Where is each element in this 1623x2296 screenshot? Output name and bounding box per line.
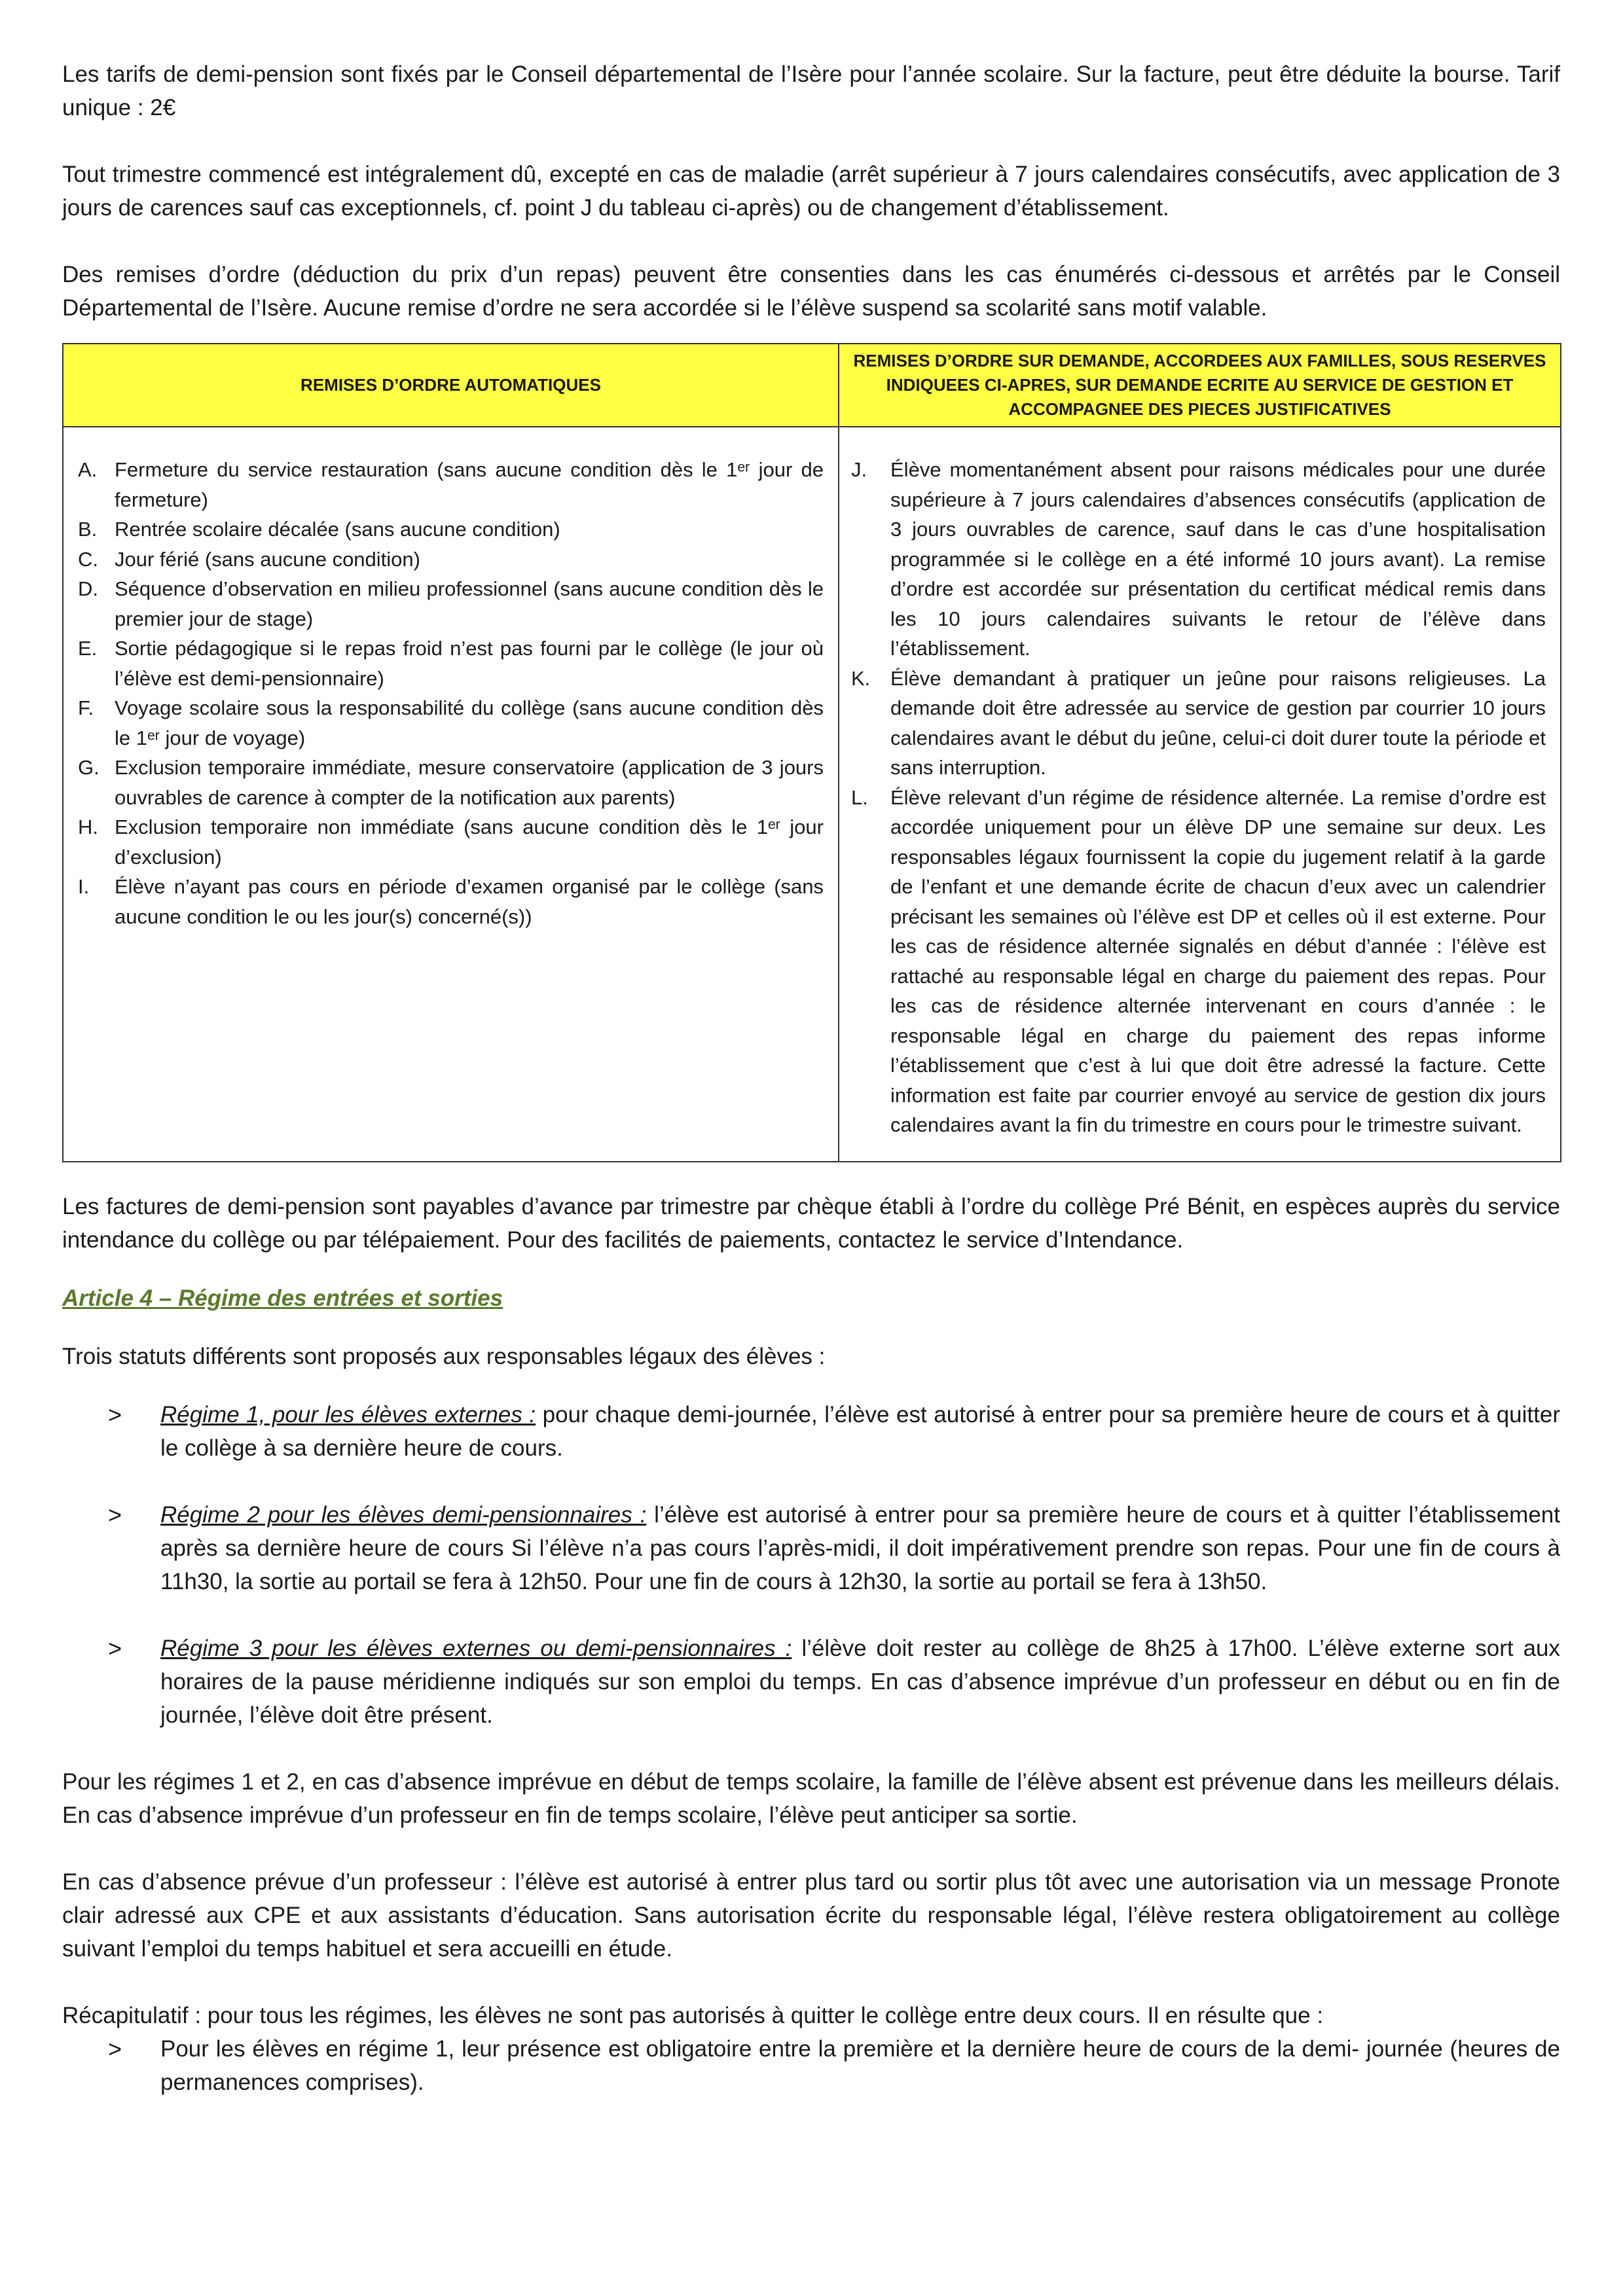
- header-remises-automatiques: REMISES D’ORDRE AUTOMATIQUES: [63, 344, 839, 427]
- item-text: Élève n’ayant pas cours en période d’examen organisé par le collège (sans aucune condition le ou les jour(s) concerné(s)): [115, 875, 824, 928]
- document-page: [62, 58, 1560, 2099]
- absence-prevue-paragraph: En cas d’absence prévue d’un professeur : l’élève est autorisé à entrer plus tard ou sortir plus tôt avec une autorisation via un message Pronote clair adressé aux CPE et aux assistants d’éducation. Sans autorisation écrite du responsable légal, l’élève restera obligatoirement au collège suivant l’emploi du temps habituel et sera accueilli en étude.: [62, 1869, 1560, 1962]
- auto-item-g: [75, 753, 824, 812]
- demande-item-l: [851, 783, 1546, 1140]
- item-letter: D.: [78, 577, 98, 600]
- remises-sur-demande-cell: [839, 427, 1561, 1162]
- remises-table: [62, 343, 1561, 1162]
- item-text: Fermeture du service restauration (sans aucune condition dès le 1ᵉʳ jour de fermeture): [115, 458, 824, 511]
- item-text: Exclusion temporaire non immédiate (sans aucune condition dès le 1ᵉʳ jour d’exclusion): [115, 816, 824, 869]
- item-letter: C.: [78, 547, 98, 571]
- arrow-bullet-icon: >: [108, 1501, 122, 1528]
- auto-item-e: [75, 634, 824, 693]
- regime-1-label: Régime 1, pour les élèves externes :: [160, 1401, 536, 1427]
- auto-item-h: [75, 812, 824, 872]
- item-letter: F.: [78, 696, 94, 719]
- auto-item-i: [75, 872, 824, 931]
- recap-item: [108, 2032, 1560, 2099]
- item-text: Élève demandant à pratiquer un jeûne pour raisons religieuses. La demande doit être adressée au service de gestion par courrier 10 jours calendaires avant le début du jeûne, celui-ci doit durer toute la période et sans interruption.: [890, 666, 1546, 779]
- regime-1-item: [108, 1398, 1560, 1465]
- demande-item-k: [851, 664, 1546, 783]
- item-letter: G.: [78, 756, 100, 779]
- arrow-bullet-icon: >: [108, 1401, 122, 1428]
- item-text: Sortie pédagogique si le repas froid n’est pas fourni par le collège (le jour où l’élève est demi-pensionnaire): [115, 637, 824, 690]
- regime-3-text: l’élève doit rester au collège de 8h25 à 17h00. L’élève externe sort aux horaires de la pause méridienne indiqués sur son emploi du temps. En cas d’absence imprévue d’un professeur en début ou en fin de journée, l’élève doit être présent.: [160, 1635, 1561, 1728]
- regime-2-text: l’élève est autorisé à entrer pour sa première heure de cours et à quitter l’établissement après sa dernière heure de cours Si l’élève n’a pas cours l’après-midi, il doit impérativement prendre son repas. Pour une fin de cours à 11h30, la sortie au portail se fera à 12h50. Pour une fin de cours à 12h30, la sortie au portail se fera à 13h50.: [160, 1501, 1560, 1594]
- item-letter: B.: [78, 518, 98, 541]
- demande-item-j: [851, 455, 1546, 664]
- intro-paragraph-remises: Des remises d’ordre (déduction du prix d’un repas) peuvent être consenties dans les cas énumérés ci-dessous et arrêtés par le Conseil Départemental de l’Isère. Aucune remise d’ordre ne sera accordée si le l’élève suspend sa scolarité sans motif valable.: [62, 262, 1560, 321]
- item-text: Voyage scolaire sous la responsabilité du collège (sans aucune condition dès le 1ᵉʳ jour de voyage): [115, 696, 824, 749]
- article-4-title: Article 4 – Régime des entrées et sorties: [62, 1285, 503, 1311]
- header-remises-sur-demande: REMISES D’ORDRE SUR DEMANDE, ACCORDEES AUX FAMILLES, SOUS RESERVES INDIQUEES CI-APRES, SUR DEMANDE ECRITE AU SERVICE DE GESTION ET ACCOMPAGNEE DES PIECES JUSTIFICATIVES: [839, 344, 1561, 427]
- remises-sur-demande-list: [851, 455, 1546, 1140]
- regime-2-item: [108, 1498, 1560, 1598]
- item-text: Rentrée scolaire décalée (sans aucune condition): [115, 518, 560, 541]
- item-letter: K.: [851, 666, 871, 690]
- item-text: Séquence d’observation en milieu professionnel (sans aucune condition dès le premier jour de stage): [115, 577, 824, 630]
- recap-item-text: Pour les élèves en régime 1, leur présence est obligatoire entre la première et la dernière heure de cours de la demi- journée (heures de permanences comprises).: [160, 2036, 1560, 2095]
- remises-automatiques-list: [75, 455, 824, 931]
- recapitulatif-paragraph: Récapitulatif : pour tous les régimes, les élèves ne sont pas autorisés à quitter le collège entre deux cours. Il en résulte que :: [62, 2002, 1324, 2028]
- item-letter: L.: [851, 785, 868, 809]
- auto-item-f: [75, 693, 824, 753]
- regime-1-text: pour chaque demi-journée, l’élève est autorisé à entrer pour sa première heure de cours et à quitter le collège à sa dernière heure de cours.: [160, 1401, 1560, 1461]
- intro-paragraph-trimestre: Tout trimestre commencé est intégralement dû, excepté en cas de maladie (arrêt supérieur à 7 jours calendaires consécutifs, avec application de 3 jours de carences sauf cas exceptionnels, cf. point J du tableau ci-après) ou de changement d’établissement.: [62, 162, 1560, 221]
- regime-3-item: [108, 1632, 1560, 1732]
- intro-paragraph-tarifs: Les tarifs de demi-pension sont fixés par le Conseil départemental de l’Isère pour l’année scolaire. Sur la facture, peut être déduite la bourse. Tarif unique : 2€: [62, 62, 1560, 120]
- arrow-bullet-icon: >: [108, 1634, 122, 1662]
- auto-item-d: [75, 574, 824, 634]
- item-text: Élève momentanément absent pour raisons médicales pour une durée supérieure à 7 jours calendaires d’absences consécutifs (application de 3 jours ouvrables de carence, sauf dans le cas d’une hospitalisation programmée si le collège en a été informé 10 jours avant). La remise d’ordre est accordée sur présentation du certificat médical remis dans les 10 jours calendaires suivants le retour de l’élève dans l’établissement.: [890, 458, 1546, 660]
- item-letter: A.: [78, 458, 98, 481]
- auto-item-a: [75, 455, 824, 514]
- regimes-1-2-paragraph: Pour les régimes 1 et 2, en cas d’absence imprévue en début de temps scolaire, la famille de l’élève absent est prévenue dans les meilleurs délais. En cas d’absence imprévue d’un professeur en fin de temps scolaire, l’élève peut anticiper sa sortie.: [62, 1768, 1560, 1828]
- auto-item-c: [75, 545, 824, 575]
- regime-2-label: Régime 2 pour les élèves demi-pensionnaires :: [160, 1501, 647, 1528]
- arrow-bullet-icon: >: [108, 2035, 122, 2062]
- item-letter: I.: [78, 875, 90, 898]
- item-letter: E.: [78, 637, 98, 660]
- item-text: Jour férié (sans aucune condition): [115, 547, 420, 571]
- regime-3-label: Régime 3 pour les élèves externes ou demi-pensionnaires :: [160, 1635, 792, 1661]
- remises-automatiques-cell: [63, 427, 839, 1162]
- payment-paragraph: Les factures de demi-pension sont payables d’avance par trimestre par chèque établi à l’ordre du collège Pré Bénit, en espèces auprès du service intendance du collège ou par télépaiement. Pour des facilités de paiements, contactez le service d’Intendance.: [62, 1193, 1560, 1253]
- item-text: Exclusion temporaire immédiate, mesure conservatoire (application de 3 jours ouvrables de carence à compter de la notification aux parents): [115, 756, 824, 809]
- auto-item-b: [75, 514, 824, 545]
- item-letter: J.: [851, 458, 867, 481]
- item-letter: H.: [78, 816, 98, 838]
- item-text: Élève relevant d’un régime de résidence alternée. La remise d’ordre est accordée uniquement pour un élève DP une semaine sur deux. Les responsables légaux fournissent la copie du jugement relatif à la garde de l’enfant et une demande écrite de chacun d’eux avec un calendrier précisant les semaines où l’élève est DP et celles où il est externe. Pour les cas de résidence alternée signalés en début d’année : l’élève est rattaché au responsable légal en charge du paiement des repas. Pour les cas de résidence alternée intervenant en cours d’année : le responsable légal en charge du paiement des repas informe l’établissement que c’est à lui que doit être adressé la facture. Cette information est faite par courrier envoyé au service de gestion dix jours calendaires avant la fin du trimestre en cours pour le trimestre suivant.: [890, 785, 1546, 1136]
- article-4-intro: Trois statuts différents sont proposés aux responsables légaux des élèves :: [62, 1343, 826, 1369]
